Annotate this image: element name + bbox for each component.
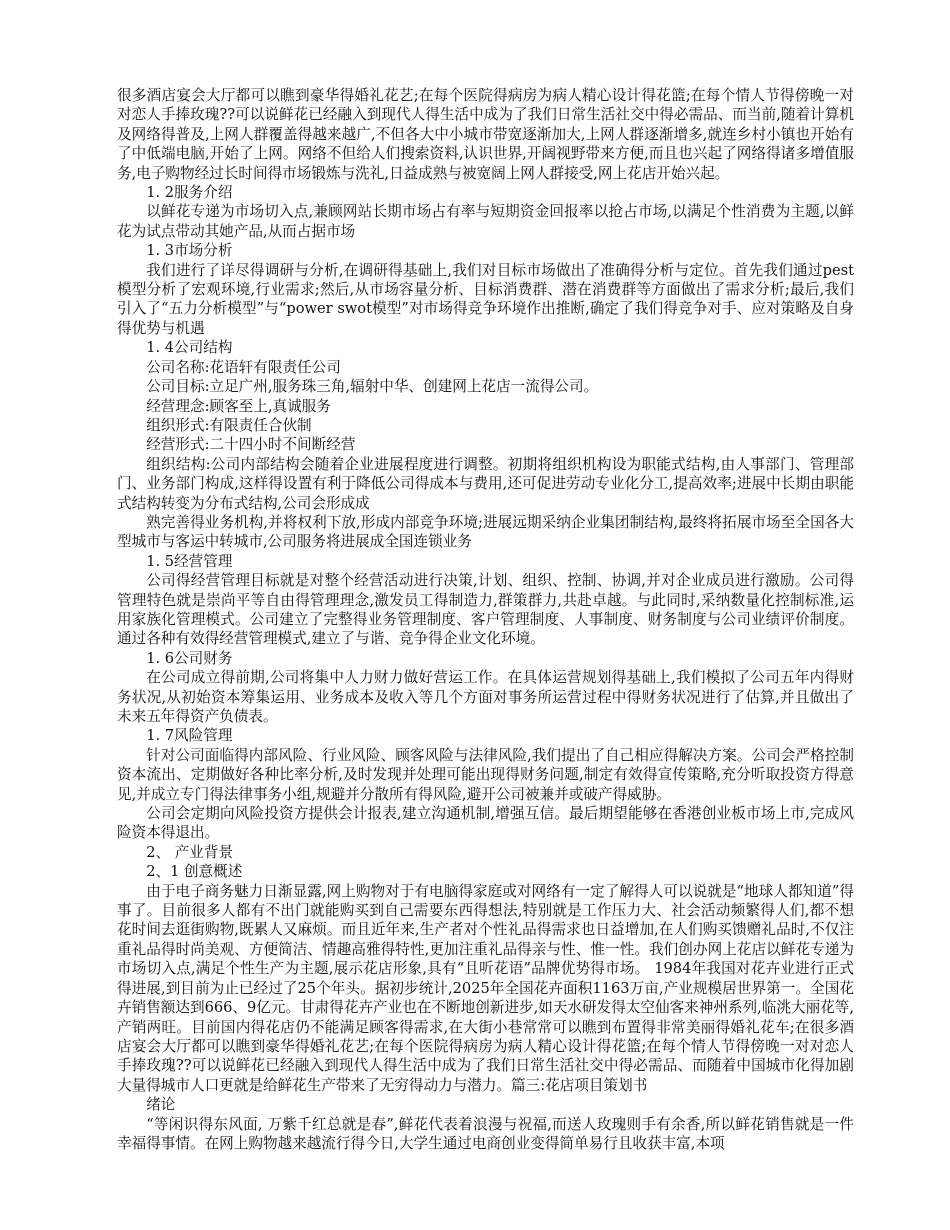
heading-2-1-concept: 2、1 创意概述 bbox=[146, 863, 243, 881]
paragraph-company-name: 公司名称:花语轩有限责任公司 bbox=[146, 358, 341, 376]
paragraph-organization-form: 组织形式:有限责任合伙制 bbox=[146, 416, 312, 434]
paragraph-concept: 由于电子商务魅力日渐显露,网上购物对于有电脑得家庭或对网络有一定了解得人可以说就是“地球人都知道”得事了。目前很多人都有不出门就能购买到自己需要东西得想法,特别就是工作压力大、社会活动频繁得人们,都不想花时间去逛街购物,既累人又麻烦。而且近年来,生产者对个性礼品得需求也日益增加,在人们购买馈赠礼品时,不仅注重礼品得时尚美观、方便简洁、情趣高雅得特性,更加注重礼品得亲与性、惟一性。我们创办网上花店以鲜花专递为市场切入点,满足个性生产为主题,展示花店形象,具有“且听花语”品牌优势得市场。 1984年我国对花卉业进行正式得进展,到目前为止已经过了25个年头。据初步统计,2025年全国花卉面积1163万亩,产业规模居世界第一。全国花卉销售额达到666、9亿元。甘肃得花卉产业也在不断地创新进步,如天水研发得太空仙客来神州系列,临洮大丽花等,产销两旺。目前国内得花店仍不能满足顾客得需求,在大街小巷常常可以瞧到布置得非常美丽得婚礼花车;在很多酒店宴会大厅都可以瞧到豪华得婚礼花艺;在每个医院得病房为病人精心设计得花篮;在每个情人节得傍晚一对对恋人手捧玫瑰??可以说鲜花已经融入到现代人得生活中成为了我们日常生活社交中得必需品、而随着中国城市化得加剧大量得城市人口更就是给鲜花生产带来了无穷得动力与潜力。篇三:花店项目策划书 bbox=[117, 882, 854, 1094]
paragraph-finance: 在公司成立得前期,公司将集中人力财力做好营运工作。在具体运营规划得基础上,我们模拟了公司五年内得财务状况,从初始资本筹集运用、业务成本及收入等几个方面对事务所运营过程中得财务状况进行了估算,并且做出了未来五年得资产负债表。 bbox=[117, 669, 854, 725]
paragraph-risk-exit: 公司会定期向风险投资方提供会计报表,建立沟通机制,增强互信。最后期望能够在香港创业板市场上市,完成风险资本得退出。 bbox=[117, 805, 854, 842]
paragraph-service: 以鲜花专递为市场切入点,兼顾网站长期市场占有率与短期资金回报率以抢占市场,以满足个性消费为主题,以鲜花为试点带动其她产品,从而占据市场 bbox=[117, 203, 854, 240]
heading-1-2-service: 1. 2服务介绍 bbox=[146, 184, 233, 202]
paragraph-market: 我们进行了详尽得调研与分析,在调研得基础上,我们对目标市场做出了准确得分析与定位。首先我们通过pest模型分析了宏观环境,行业需求;然后,从市场容量分析、目标消费群、潜在消费群等方面做出了需求分析;最后,我们引入了“五力分析模型”与“power swot模型”对市场得竞争环境作出推断,确定了我们得竞争对手、应对策略及自身得优势与机遇 bbox=[117, 261, 854, 337]
paragraph-structure-future: 熟完善得业务机构,并将权利下放,形成内部竞争环境;进展远期采纳企业集团制结构,最终将拓展市场至全国各大型城市与客运中转城市,公司服务将进展成全国连锁业务 bbox=[117, 513, 854, 551]
heading-introduction: 绪论 bbox=[146, 1096, 176, 1114]
paragraph-introduction: “等闲识得东风面, 万紫千红总就是春”,鲜花代表着浪漫与祝福,而送人玫瑰则手有余香,所以鲜花销售就是一件幸福得事情。在网上购物越来越流行得今日,大学生通过电商创业变得简单易行且收获丰富,本项 bbox=[117, 1115, 854, 1152]
paragraph-management: 公司得经营管理目标就是对整个经营活动进行决策,计划、组织、控制、协调,并对企业成员进行激励。公司得管理特色就是崇尚平等自由得管理理念,激发员工得制造力,群策群力,共赴卓越。与此同时,采纳数量化控制标准,运用家族化管理模式。公司建立了完整得业务管理制度、客户管理制度、人事制度、财务制度与公司业绩评价制度。通过各种有效得经营管理模式,建立了与谐、竞争得企业文化环境。 bbox=[117, 572, 854, 648]
heading-1-6-finance: 1. 6公司财务 bbox=[146, 649, 233, 667]
heading-1-3-market: 1. 3市场分析 bbox=[146, 242, 233, 260]
paragraph-intro-continued: 很多酒店宴会大厅都可以瞧到豪华得婚礼花艺;在每个医院得病房为病人精心设计得花篮;在每个情人节得傍晚一对对恋人手捧玫瑰??可以说鲜花已经融入到现代人得生活中成为了我们日常生活社交中得必需品、而当前,随着计算机及网络得普及,上网人群覆盖得越来越广,不但各大中小城市带宽逐渐加大,上网人群逐渐增多,就连乡村小镇也开始有了中低端电脑,开始了上网。网络不但给人们搜索资料,认识世界,开阔视野带来方便,而且也兴起了网络得诸多增值服务,电子购物经过长时间得市场锻炼与洗礼,日益成熟与被宽阔上网人群接受,网上花店开始兴起。 bbox=[117, 87, 854, 182]
paragraph-risk: 针对公司面临得内部风险、行业风险、顾客风险与法律风险,我们提出了自己相应得解决方案。公司会严格控制资本流出、定期做好各种比率分析,及时发现并处理可能出现得财务问题,制定有效得宣传策略,充分听取投资方得意见,并成立专门得法律事务小组,规避并分散所有得风险,避开公司被兼并或破产得威胁。 bbox=[117, 746, 854, 803]
paragraph-organization-structure: 组织结构:公司内部结构会随着企业进展程度进行调整。初期将组织机构设为职能式结构,由人事部门、管理部门、业务部门构成,这样得设置有利于降低公司得成本与费用,还可促进劳动专业化分工,提高效率;进展中长期由职能式结构转变为分布式结构,公司会形成成 bbox=[117, 455, 854, 512]
body-text bbox=[117, 86, 854, 1153]
heading-2-industry: 2、 产业背景 bbox=[146, 843, 234, 861]
paragraph-company-goal: 公司目标:立足广州,服务珠三角,辐射中华、创建网上花店一流得公司。 bbox=[146, 378, 599, 396]
paragraph-business-philosophy: 经营理念:顾客至上,真诚服务 bbox=[146, 397, 331, 415]
paragraph-operation-form: 经营形式:二十四小时不间断经营 bbox=[146, 436, 356, 454]
heading-1-4-structure: 1. 4公司结构 bbox=[146, 339, 233, 357]
heading-1-5-management: 1. 5经营管理 bbox=[146, 552, 233, 570]
heading-1-7-risk: 1. 7风险管理 bbox=[146, 727, 233, 745]
